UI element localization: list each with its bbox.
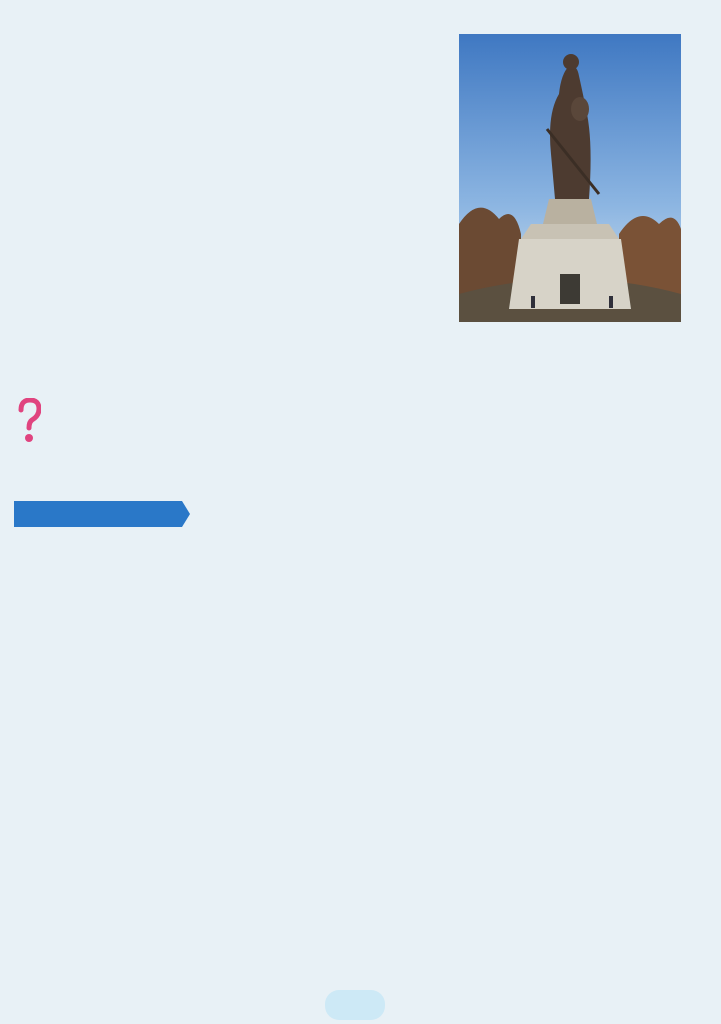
page-number [325,990,385,1020]
section-banner-shape [14,501,190,527]
monument-photo [459,34,681,322]
question-mark-icon [17,398,41,448]
monument-illustration [459,34,681,322]
